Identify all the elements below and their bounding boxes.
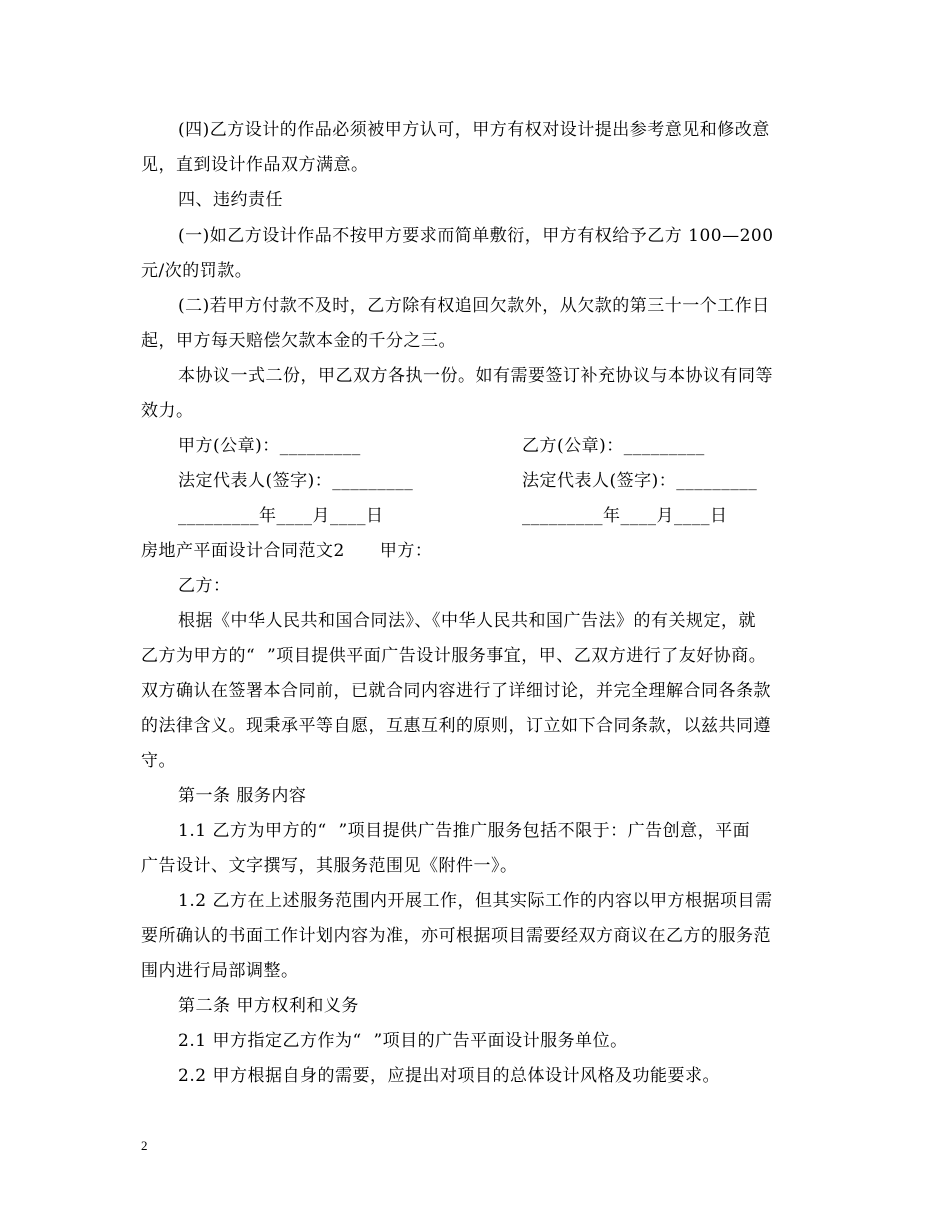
page-number: 2 [141, 1138, 148, 1153]
paragraph-line: 2.2 甲方根据自身的需要，应提出对项目的总体设计风格及功能要求。 [178, 1066, 720, 1086]
paragraph-line: 双方确认在签署本合同前，已就合同内容进行了详细讨论，并完全理解合同各条款 [141, 681, 771, 701]
paragraph-line: 守。 [141, 751, 176, 771]
paragraph-line: 根据《中华人民共和国合同法》、《中华人民共和国广告法》的有关规定，就 [178, 611, 756, 631]
article-heading: 第一条 服务内容 [178, 786, 307, 806]
party-a-date-field: _________年____月____日 [178, 506, 384, 526]
paragraph-line: 起，甲方每天赔偿欠款本金的千分之三。 [141, 331, 456, 351]
paragraph-line: 1.1 乙方为甲方的“ ”项目提供广告推广服务包括不限于：广告创意，平面 [178, 821, 751, 841]
paragraph-line: 2.1 甲方指定乙方作为“ ”项目的广告平面设计服务单位。 [178, 1031, 628, 1051]
article-heading: 第二条 甲方权利和义务 [178, 996, 359, 1016]
party-b-date-field: _________年____月____日 [522, 506, 728, 526]
contract-title-line: 房地产平面设计合同范文2 甲方： [141, 541, 433, 561]
paragraph-line: (一)如乙方设计作品不按甲方要求而简单敷衍，甲方有权给予乙方 100—200 [178, 226, 774, 246]
paragraph-line: 效力。 [141, 401, 194, 421]
party-b-seal-field: 乙方(公章)：_________ [522, 436, 705, 456]
paragraph-line: 的法律含义。现秉承平等自愿，互惠互利的原则，订立如下合同条款，以兹共同遵 [141, 716, 771, 736]
paragraph-line: (二)若甲方付款不及时，乙方除有权追回欠款外，从欠款的第三十一个工作日 [178, 296, 770, 316]
paragraph-line: 围内进行局部调整。 [141, 961, 299, 981]
paragraph-line: 1.2 乙方在上述服务范围内开展工作，但其实际工作的内容以甲方根据项目需 [178, 891, 773, 911]
paragraph-line: 元/次的罚款。 [141, 261, 253, 281]
paragraph-line: 本协议一式二份，甲乙双方各执一份。如有需要签订补充协议与本协议有同等 [178, 366, 773, 386]
paragraph-line: 见，直到设计作品双方满意。 [141, 155, 369, 175]
paragraph-line: 广告设计、文字撰写，其服务范围见《附件一》。 [141, 856, 518, 876]
party-a-representative-field: 法定代表人(签字)：_________ [178, 471, 414, 491]
paragraph-line: (四)乙方设计的作品必须被甲方认可，甲方有权对设计提出参考意见和修改意 [178, 120, 770, 140]
party-b-representative-field: 法定代表人(签字)：_________ [522, 471, 758, 491]
paragraph-line: 乙方为甲方的“ ”项目提供平面广告设计服务事宜，甲、乙双方进行了友好协商。 [141, 646, 767, 666]
party-a-seal-field: 甲方(公章)：_________ [178, 436, 361, 456]
paragraph-line: 乙方： [178, 576, 231, 596]
section-heading: 四、违约责任 [178, 190, 283, 210]
paragraph-line: 要所确认的书面工作计划内容为准，亦可根据项目需要经双方商议在乙方的服务范 [141, 926, 771, 946]
